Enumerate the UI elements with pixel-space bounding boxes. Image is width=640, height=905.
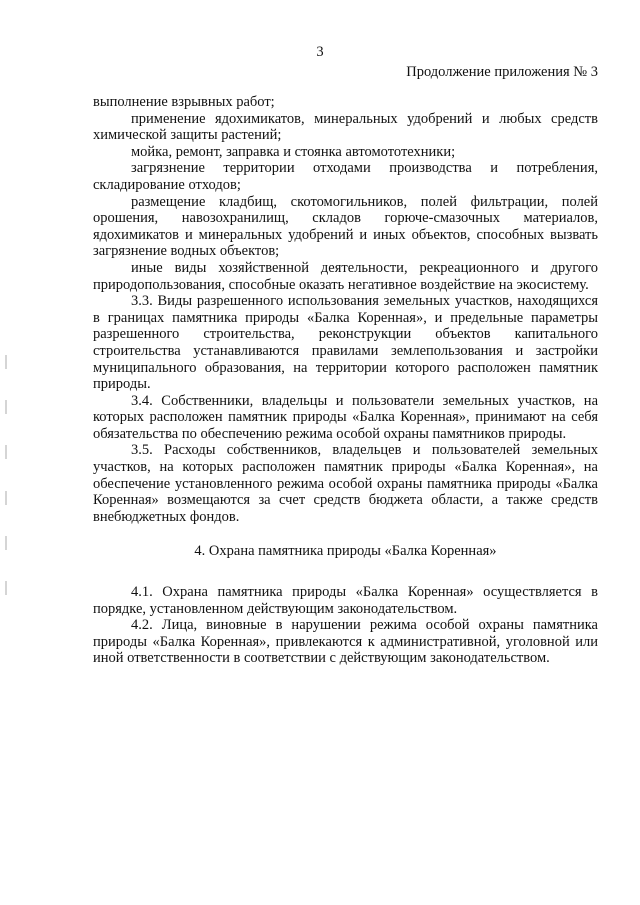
paragraph: 4.1. Охрана памятника природы «Балка Коренная» осуществляется в порядке, установленном действующим законодательством.: [93, 584, 598, 617]
page-number: 3: [316, 44, 324, 60]
paragraph: мойка, ремонт, заправка и стоянка автомототехники;: [131, 143, 456, 160]
paragraph: 3.3. Виды разрешенного использования земельных участков, находящихся в границах памятника природы «Балка Коренная», и предельные параметры разрешенного строительства, реконструкции объектов капитального строительства устанавливаются правилами землепользования и застройки муниципального образования, на территории которого расположен памятник природы.: [93, 293, 598, 393]
section-title: 4. Охрана памятника природы «Балка Коренная»: [194, 543, 497, 560]
header-note: Продолжение приложения № 3: [406, 64, 598, 80]
paragraph: выполнение взрывных работ;: [93, 94, 275, 110]
document-body: [93, 94, 598, 667]
side-margin-mark: [3, 355, 9, 595]
paragraph: применение ядохимикатов, минеральных удобрений и любых средств химической защиты растений;: [93, 110, 598, 144]
paragraph: иные виды хозяйственной деятельности, рекреационного и другого природопользования, способные оказать негативное воздействие на экосистему.: [93, 259, 598, 293]
paragraph: 3.5. Расходы собственников, владельцев и пользователей земельных участков, на которых расположен памятник природы «Балка Коренная», на обеспечение установленного режима особой охраны памятника природы «Балка Коренная» возмещаются за счет средств бюджета области, а также средств внебюджетных фондов.: [93, 442, 598, 525]
paragraph: размещение кладбищ, скотомогильников, полей фильтрации, полей орошения, навозохранилищ, складов горюче-смазочных материалов, ядохимикатов и минеральных удобрений и иных объектов, способных вызвать загрязнение водных объектов;: [93, 193, 598, 260]
paragraph: 3.4. Собственники, владельцы и пользователи земельных участков, на которых расположен памятник природы «Балка Коренная», принимают на себя обязательства по обеспечению режима особой охраны памятников природы.: [93, 392, 598, 442]
paragraph: 4.2. Лица, виновные в нарушении режима особой охраны памятника природы «Балка Коренная», привлекаются к административной, уголовной или иной ответственности в соответствии с действующим законодательством.: [93, 617, 598, 667]
paragraph: загрязнение территории отходами производства и потребления, складирование отходов;: [93, 160, 598, 193]
